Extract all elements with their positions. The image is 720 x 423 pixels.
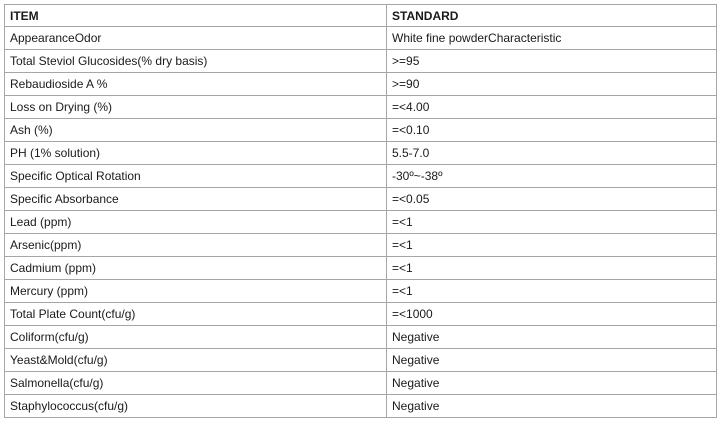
table-row — [5, 27, 717, 50]
table-row — [5, 165, 717, 188]
table-row — [5, 234, 717, 257]
table-row — [5, 280, 717, 303]
cell-standard: =<0.05 — [387, 188, 717, 211]
cell-standard: Negative — [387, 372, 717, 395]
table-row — [5, 326, 717, 349]
cell-standard: >=95 — [387, 50, 717, 73]
table-row — [5, 349, 717, 372]
specification-table — [4, 4, 717, 418]
cell-standard: White fine powderCharacteristic — [387, 27, 717, 50]
cell-item: Total Steviol Glucosides(% dry basis) — [5, 50, 387, 73]
cell-standard: =<1 — [387, 211, 717, 234]
table-header-row — [5, 5, 717, 27]
cell-item: Total Plate Count(cfu/g) — [5, 303, 387, 326]
cell-item: Loss on Drying (%) — [5, 96, 387, 119]
table-row — [5, 188, 717, 211]
cell-item: Cadmium (ppm) — [5, 257, 387, 280]
cell-standard: =<1000 — [387, 303, 717, 326]
cell-item: PH (1% solution) — [5, 142, 387, 165]
cell-standard: Negative — [387, 326, 717, 349]
cell-item: Rebaudioside A % — [5, 73, 387, 96]
cell-standard: =<1 — [387, 257, 717, 280]
cell-item: Lead (ppm) — [5, 211, 387, 234]
header-item: ITEM — [5, 5, 387, 27]
cell-standard: -30º~-38º — [387, 165, 717, 188]
cell-item: Arsenic(ppm) — [5, 234, 387, 257]
table-row — [5, 257, 717, 280]
cell-item: Staphylococcus(cfu/g) — [5, 395, 387, 418]
table-row — [5, 303, 717, 326]
cell-standard: =<4.00 — [387, 96, 717, 119]
table-row — [5, 73, 717, 96]
cell-standard: Negative — [387, 349, 717, 372]
cell-item: Coliform(cfu/g) — [5, 326, 387, 349]
cell-standard: =<0.10 — [387, 119, 717, 142]
cell-standard: >=90 — [387, 73, 717, 96]
cell-standard: 5.5-7.0 — [387, 142, 717, 165]
cell-item: Salmonella(cfu/g) — [5, 372, 387, 395]
cell-item: Yeast&Mold(cfu/g) — [5, 349, 387, 372]
cell-item: Specific Optical Rotation — [5, 165, 387, 188]
cell-item: Ash (%) — [5, 119, 387, 142]
table-row — [5, 96, 717, 119]
cell-standard: =<1 — [387, 234, 717, 257]
table-row — [5, 50, 717, 73]
table-row — [5, 119, 717, 142]
cell-standard: Negative — [387, 395, 717, 418]
cell-standard: =<1 — [387, 280, 717, 303]
cell-item: AppearanceOdor — [5, 27, 387, 50]
table-row — [5, 211, 717, 234]
table-row — [5, 395, 717, 418]
table-row — [5, 142, 717, 165]
cell-item: Specific Absorbance — [5, 188, 387, 211]
table-body — [5, 27, 717, 418]
header-standard: STANDARD — [387, 5, 717, 27]
cell-item: Mercury (ppm) — [5, 280, 387, 303]
table-row — [5, 372, 717, 395]
